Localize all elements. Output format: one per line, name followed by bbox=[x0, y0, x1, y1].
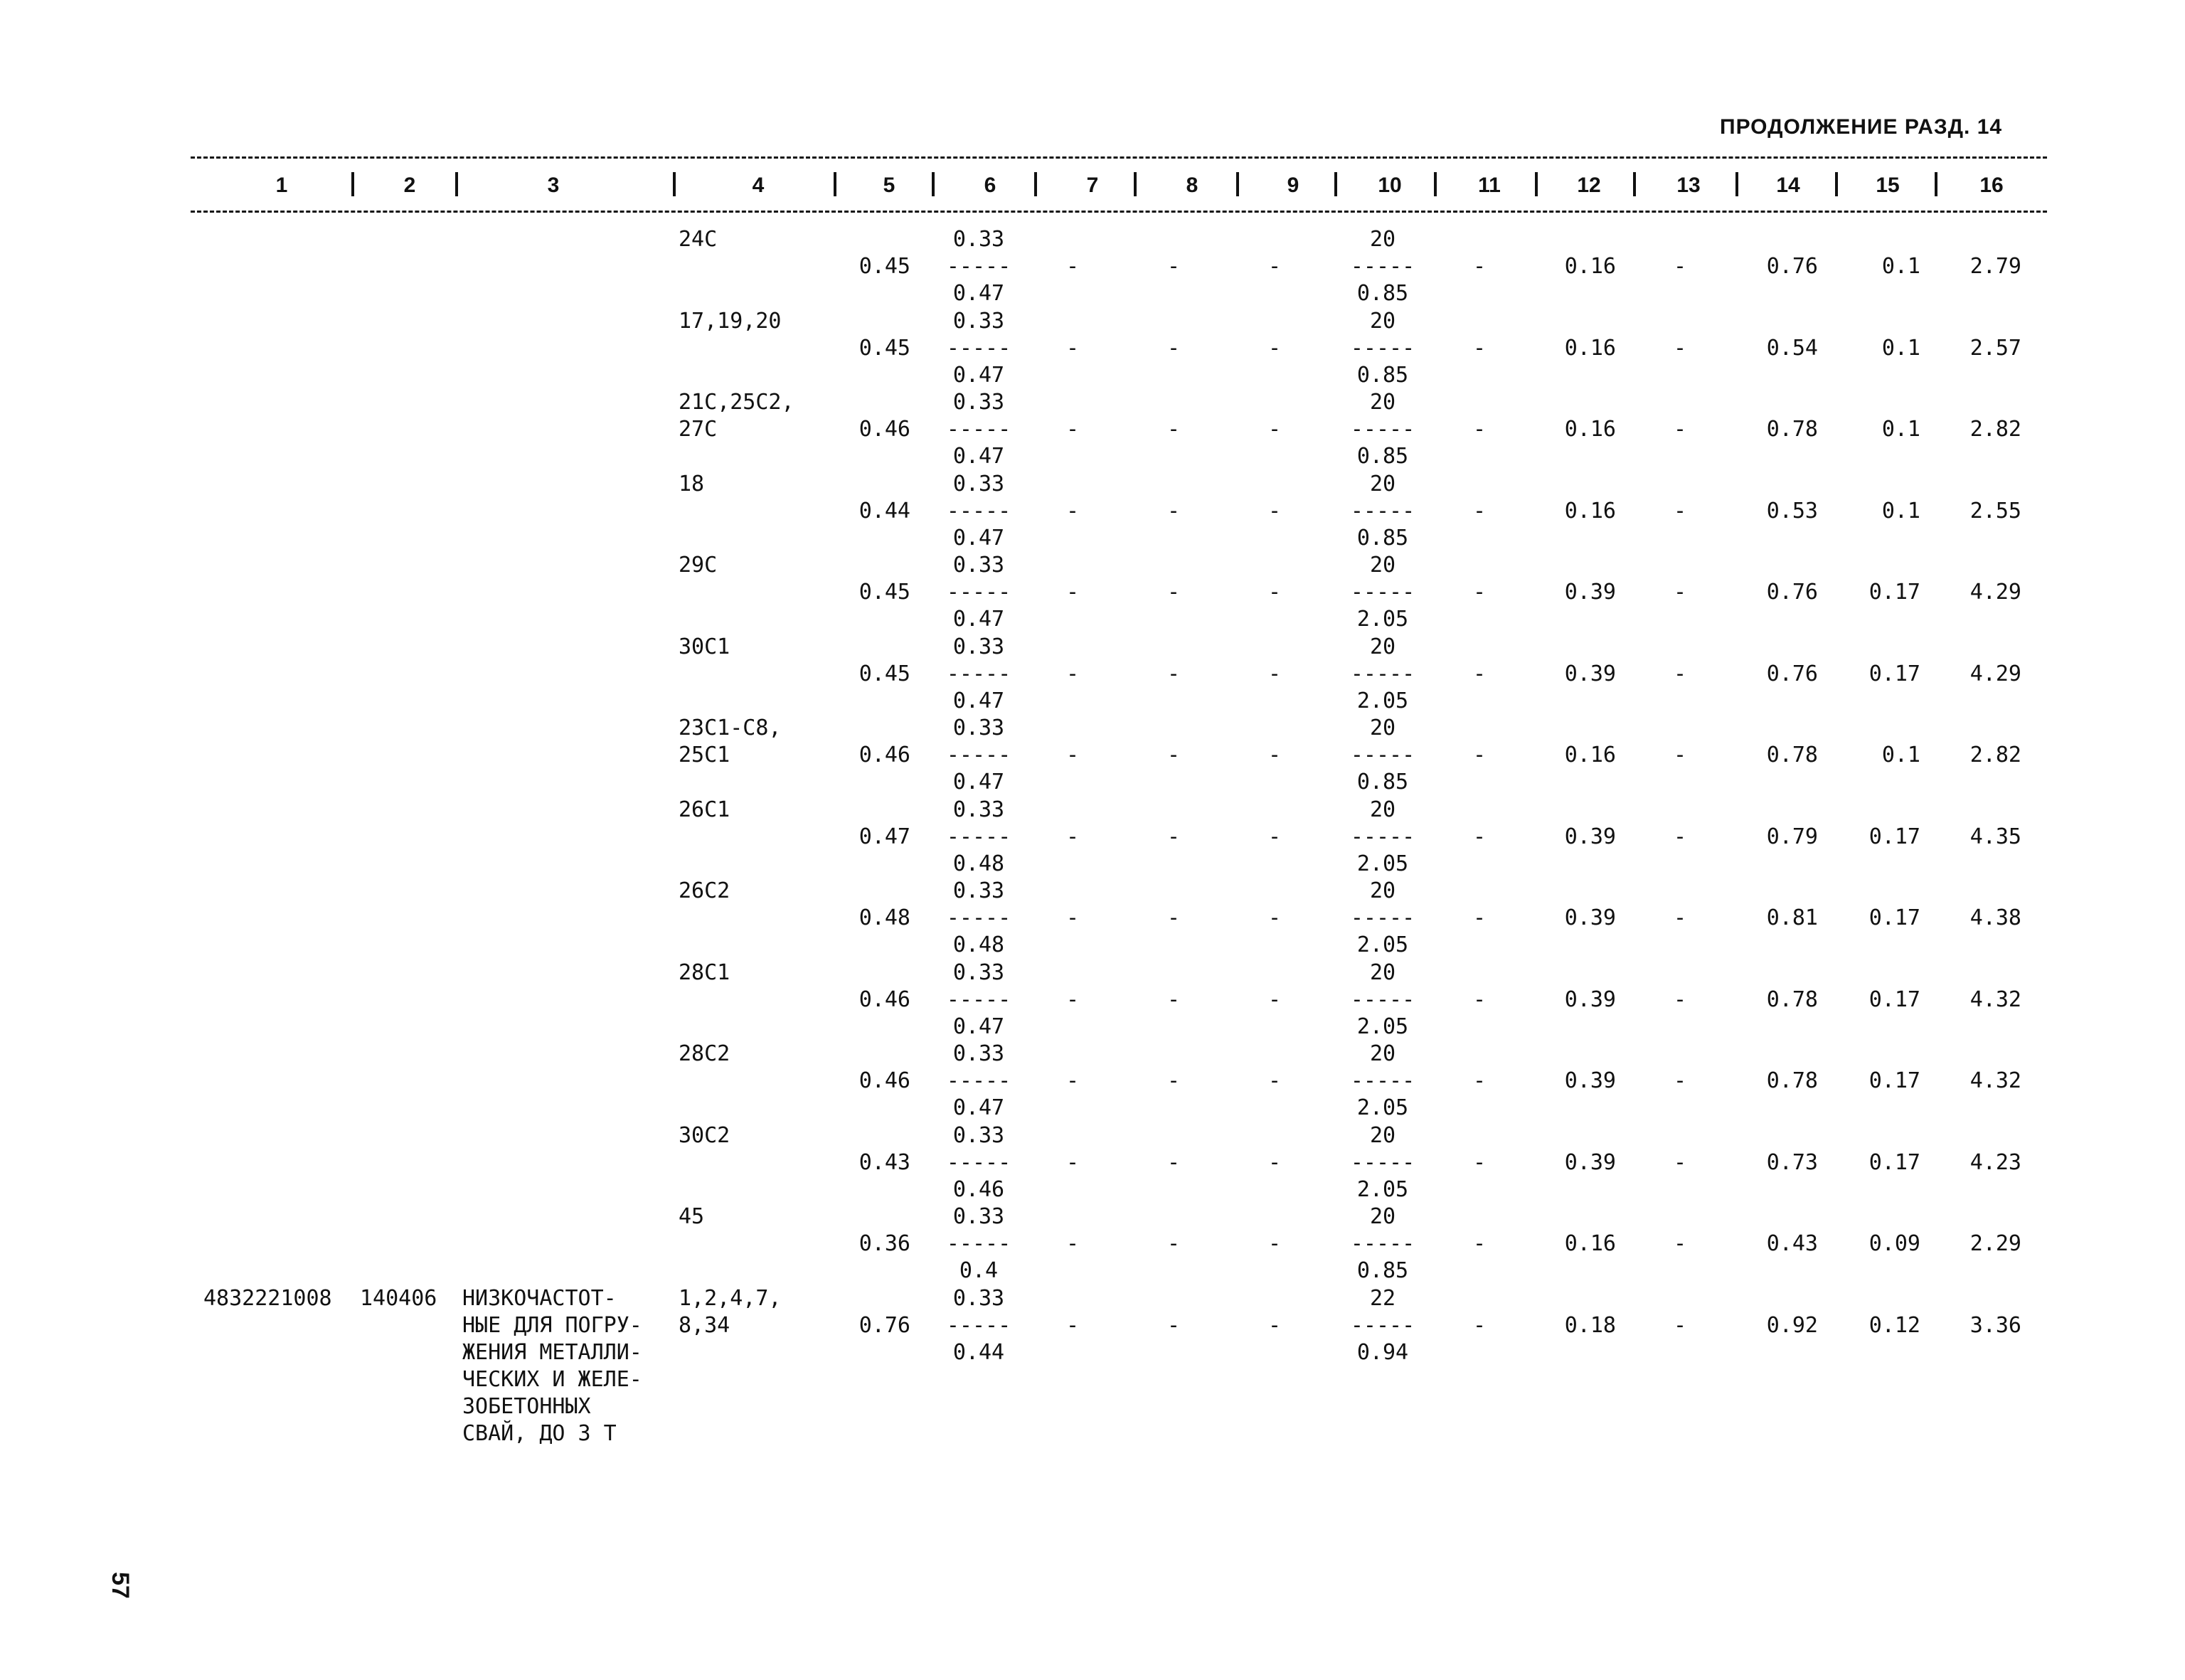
cell-col6: 0.47 bbox=[952, 688, 1005, 713]
cell-col10: ----- bbox=[1350, 335, 1415, 361]
cell-col10: 0.94 bbox=[1356, 1339, 1409, 1365]
cell-col15: 0.1 bbox=[1881, 335, 1920, 361]
cell-col8: - bbox=[1166, 1312, 1181, 1338]
cell-col14: 0.76 bbox=[1766, 254, 1818, 279]
cell-col7: - bbox=[1065, 335, 1080, 361]
cell-col7: - bbox=[1065, 905, 1080, 930]
cell-col4: 27С bbox=[679, 417, 718, 442]
cell-col6: ----- bbox=[946, 661, 1011, 686]
cell-col6: ----- bbox=[946, 335, 1011, 361]
cell-col10: 22 bbox=[1369, 1285, 1396, 1311]
cell-col10: 20 bbox=[1369, 716, 1396, 740]
cell-col10: 0.85 bbox=[1356, 444, 1409, 469]
cell-col10: 20 bbox=[1369, 959, 1396, 985]
cell-col16: 4.32 bbox=[1969, 1068, 2021, 1093]
cell-col5: 0.36 bbox=[858, 1231, 910, 1256]
column-header-5: 5 bbox=[883, 174, 895, 197]
cell-col12: 0.16 bbox=[1564, 743, 1616, 767]
column-header-8: 8 bbox=[1186, 174, 1198, 197]
cell-col12: 0.39 bbox=[1564, 661, 1616, 686]
cell-col13: - bbox=[1673, 580, 1687, 605]
page-number: 57 bbox=[107, 1572, 134, 1599]
cell-col10: ----- bbox=[1350, 824, 1415, 849]
cell-col13: - bbox=[1673, 417, 1687, 442]
cell-col8: - bbox=[1166, 335, 1181, 361]
cell-col7: - bbox=[1065, 987, 1080, 1012]
cell-col10: 0.85 bbox=[1356, 770, 1409, 794]
cell-col10: ----- bbox=[1350, 417, 1415, 442]
cell-col16: 2.82 bbox=[1969, 417, 2021, 442]
cell-col16: 2.57 bbox=[1969, 335, 2021, 361]
cell-col5: 0.46 bbox=[858, 417, 910, 442]
cell-col13: - bbox=[1673, 1312, 1687, 1338]
cell-col10: 2.05 bbox=[1356, 1014, 1409, 1039]
cell-col6: ----- bbox=[946, 743, 1011, 767]
cell-col9: - bbox=[1267, 498, 1282, 523]
cell-col6: ----- bbox=[946, 254, 1011, 279]
column-separator bbox=[1334, 172, 1337, 196]
cell-col1: 4832221008 bbox=[203, 1285, 332, 1311]
cell-col15: 0.17 bbox=[1868, 905, 1920, 930]
cell-col16: 2.79 bbox=[1969, 254, 2021, 279]
cell-col8: - bbox=[1166, 1068, 1181, 1093]
cell-col6: 0.44 bbox=[952, 1339, 1005, 1365]
cell-col15: 0.1 bbox=[1881, 498, 1920, 523]
cell-col6: ----- bbox=[946, 987, 1011, 1012]
cell-col10: 0.85 bbox=[1356, 362, 1409, 388]
column-separator bbox=[1633, 172, 1636, 196]
cell-col8: - bbox=[1166, 824, 1181, 849]
column-separator bbox=[1434, 172, 1437, 196]
cell-col5: 0.44 bbox=[858, 498, 910, 523]
cell-col11: - bbox=[1472, 824, 1487, 849]
page-header: ПРОДОЛЖЕНИЕ РАЗД. 14 bbox=[1720, 115, 2003, 139]
cell-col10: ----- bbox=[1350, 905, 1415, 930]
cell-col8: - bbox=[1166, 254, 1181, 279]
cell-col10: 0.85 bbox=[1356, 281, 1409, 306]
cell-col2: 140406 bbox=[360, 1285, 437, 1311]
cell-col9: - bbox=[1267, 580, 1282, 605]
cell-col10: 2.05 bbox=[1356, 1095, 1409, 1120]
cell-col6: 0.47 bbox=[952, 1095, 1005, 1120]
cell-col7: - bbox=[1065, 1231, 1080, 1256]
cell-col10: ----- bbox=[1350, 254, 1415, 279]
cell-col7: - bbox=[1065, 1312, 1080, 1338]
cell-col16: 4.29 bbox=[1969, 580, 2021, 605]
cell-col6: ----- bbox=[946, 824, 1011, 849]
cell-col14: 0.78 bbox=[1766, 1068, 1818, 1093]
cell-col10: 2.05 bbox=[1356, 1176, 1409, 1202]
cell-col13: - bbox=[1673, 1149, 1687, 1175]
cell-col14: 0.78 bbox=[1766, 743, 1818, 767]
cell-col9: - bbox=[1267, 335, 1282, 361]
cell-col16: 4.32 bbox=[1969, 987, 2021, 1012]
cell-col6: 0.47 bbox=[952, 607, 1005, 632]
cell-col13: - bbox=[1673, 987, 1687, 1012]
cell-col15: 0.17 bbox=[1868, 1149, 1920, 1175]
cell-col11: - bbox=[1472, 905, 1487, 930]
cell-col15: 0.09 bbox=[1868, 1231, 1920, 1256]
cell-col6: 0.33 bbox=[952, 471, 1005, 496]
cell-col5: 0.46 bbox=[858, 743, 910, 767]
cell-col12: 0.39 bbox=[1564, 1068, 1616, 1093]
cell-col6: ----- bbox=[946, 1068, 1011, 1093]
cell-col4: 29С bbox=[679, 553, 718, 578]
cell-col6: 0.47 bbox=[952, 281, 1005, 306]
cell-col6: 0.33 bbox=[952, 553, 1005, 578]
cell-col15: 0.17 bbox=[1868, 661, 1920, 686]
cell-col6: 0.33 bbox=[952, 634, 1005, 659]
cell-col15: 0.1 bbox=[1881, 743, 1920, 767]
cell-col10: ----- bbox=[1350, 1068, 1415, 1093]
column-header-1: 1 bbox=[275, 174, 288, 197]
cell-col6: 0.47 bbox=[952, 444, 1005, 469]
cell-col5: 0.45 bbox=[858, 580, 910, 605]
cell-col4: 30С1 bbox=[679, 634, 730, 659]
cell-col12: 0.39 bbox=[1564, 1149, 1616, 1175]
cell-col10: ----- bbox=[1350, 498, 1415, 523]
cell-col13: - bbox=[1673, 335, 1687, 361]
cell-col13: - bbox=[1673, 661, 1687, 686]
cell-col15: 0.1 bbox=[1881, 254, 1920, 279]
cell-col8: - bbox=[1166, 905, 1181, 930]
cell-col12: 0.16 bbox=[1564, 254, 1616, 279]
cell-col9: - bbox=[1267, 1149, 1282, 1175]
cell-col4: 28С2 bbox=[679, 1041, 730, 1066]
cell-col10: 20 bbox=[1369, 308, 1396, 334]
cell-col16: 2.82 bbox=[1969, 743, 2021, 767]
cell-col4: 26С1 bbox=[679, 797, 730, 822]
cell-col8: - bbox=[1166, 580, 1181, 605]
cell-col11: - bbox=[1472, 417, 1487, 442]
column-header-10: 10 bbox=[1378, 174, 1402, 197]
cell-col12: 0.39 bbox=[1564, 905, 1616, 930]
cell-col6: 0.4 bbox=[959, 1258, 999, 1283]
cell-col4: 1,2,4,7, bbox=[679, 1285, 782, 1311]
column-header-11: 11 bbox=[1478, 174, 1501, 197]
cell-col9: - bbox=[1267, 661, 1282, 686]
cell-col11: - bbox=[1472, 661, 1487, 686]
cell-col6: 0.47 bbox=[952, 770, 1005, 794]
cell-col15: 0.17 bbox=[1868, 824, 1920, 849]
cell-col4: 24С bbox=[679, 227, 718, 252]
cell-col11: - bbox=[1472, 1068, 1487, 1093]
cell-col13: - bbox=[1673, 254, 1687, 279]
column-separator bbox=[1835, 172, 1838, 196]
cell-col12: 0.16 bbox=[1564, 1231, 1616, 1256]
cell-col9: - bbox=[1267, 254, 1282, 279]
cell-col16: 2.29 bbox=[1969, 1231, 2021, 1256]
cell-col9: - bbox=[1267, 1231, 1282, 1256]
cell-col14: 0.43 bbox=[1766, 1231, 1818, 1256]
cell-col6: ----- bbox=[946, 1149, 1011, 1175]
column-header-7: 7 bbox=[1086, 174, 1099, 197]
cell-col14: 0.73 bbox=[1766, 1149, 1818, 1175]
cell-col5: 0.45 bbox=[858, 661, 910, 686]
column-header-13: 13 bbox=[1676, 174, 1701, 197]
column-header-15: 15 bbox=[1876, 174, 1900, 197]
cell-col10: ----- bbox=[1350, 743, 1415, 767]
column-separator bbox=[1535, 172, 1538, 196]
cell-col16: 4.29 bbox=[1969, 661, 2021, 686]
column-separator bbox=[351, 172, 354, 196]
cell-col4: 21С,25С2, bbox=[679, 390, 794, 415]
column-separator bbox=[1134, 172, 1137, 196]
cell-col11: - bbox=[1472, 498, 1487, 523]
column-header-6: 6 bbox=[984, 174, 996, 197]
cell-col15: 0.1 bbox=[1881, 417, 1920, 442]
cell-col4: 18 bbox=[679, 471, 705, 496]
column-separator bbox=[932, 172, 935, 196]
cell-col7: - bbox=[1065, 661, 1080, 686]
cell-col9: - bbox=[1267, 1068, 1282, 1093]
cell-col10: 20 bbox=[1369, 553, 1396, 578]
column-separator bbox=[1034, 172, 1037, 196]
cell-col4: 45 bbox=[679, 1204, 705, 1229]
cell-col13: - bbox=[1673, 1231, 1687, 1256]
cell-col10: 20 bbox=[1369, 227, 1396, 252]
cell-col4: 17,19,20 bbox=[679, 308, 782, 334]
cell-col4: 28С1 bbox=[679, 959, 730, 985]
cell-col6: 0.47 bbox=[952, 525, 1005, 551]
cell-col6: 0.33 bbox=[952, 959, 1005, 985]
cell-col9: - bbox=[1267, 743, 1282, 767]
cell-col11: - bbox=[1472, 254, 1487, 279]
column-separator bbox=[834, 172, 836, 196]
header-top-rule bbox=[191, 156, 2047, 159]
cell-col16: 4.38 bbox=[1969, 905, 2021, 930]
cell-col5: 0.43 bbox=[858, 1149, 910, 1175]
cell-col4: 23С1-С8, bbox=[679, 716, 782, 740]
cell-col10: 2.05 bbox=[1356, 688, 1409, 713]
cell-col10: ----- bbox=[1350, 1149, 1415, 1175]
header-bottom-rule bbox=[191, 211, 2047, 213]
cell-col10: 20 bbox=[1369, 1122, 1396, 1148]
cell-col6: ----- bbox=[946, 417, 1011, 442]
cell-col11: - bbox=[1472, 1231, 1487, 1256]
cell-col10: 0.85 bbox=[1356, 1258, 1409, 1283]
cell-col12: 0.39 bbox=[1564, 987, 1616, 1012]
cell-col4: 26С2 bbox=[679, 878, 730, 903]
cell-col3: ЖЕНИЯ МЕТАЛЛИ- bbox=[462, 1339, 642, 1365]
cell-col9: - bbox=[1267, 987, 1282, 1012]
cell-col8: - bbox=[1166, 1231, 1181, 1256]
cell-col3: НЫЕ ДЛЯ ПОГРУ- bbox=[462, 1312, 642, 1338]
cell-col6: 0.33 bbox=[952, 878, 1005, 903]
cell-col16: 4.35 bbox=[1969, 824, 2021, 849]
cell-col14: 0.78 bbox=[1766, 417, 1818, 442]
cell-col12: 0.16 bbox=[1564, 335, 1616, 361]
cell-col3: ЧЕСКИХ И ЖЕЛЕ- bbox=[462, 1366, 642, 1392]
cell-col3: ЗОБЕТОННЫХ bbox=[462, 1393, 591, 1419]
cell-col6: 0.33 bbox=[952, 1204, 1005, 1229]
cell-col10: ----- bbox=[1350, 1231, 1415, 1256]
cell-col8: - bbox=[1166, 1149, 1181, 1175]
column-header-2: 2 bbox=[403, 174, 416, 197]
cell-col14: 0.54 bbox=[1766, 335, 1818, 361]
cell-col4: 8,34 bbox=[679, 1312, 730, 1338]
cell-col14: 0.92 bbox=[1766, 1312, 1818, 1338]
cell-col11: - bbox=[1472, 1149, 1487, 1175]
cell-col6: ----- bbox=[946, 1312, 1011, 1338]
cell-col8: - bbox=[1166, 743, 1181, 767]
cell-col10: 0.85 bbox=[1356, 525, 1409, 551]
cell-col14: 0.81 bbox=[1766, 905, 1818, 930]
cell-col10: 20 bbox=[1369, 390, 1396, 415]
cell-col6: 0.33 bbox=[952, 716, 1005, 740]
cell-col15: 0.17 bbox=[1868, 1068, 1920, 1093]
cell-col16: 2.55 bbox=[1969, 498, 2021, 523]
cell-col15: 0.17 bbox=[1868, 987, 1920, 1012]
column-header-12: 12 bbox=[1577, 174, 1601, 197]
cell-col10: ----- bbox=[1350, 987, 1415, 1012]
cell-col7: - bbox=[1065, 743, 1080, 767]
cell-col16: 3.36 bbox=[1969, 1312, 2021, 1338]
cell-col12: 0.39 bbox=[1564, 824, 1616, 849]
cell-col14: 0.76 bbox=[1766, 661, 1818, 686]
column-header-16: 16 bbox=[1979, 174, 2004, 197]
cell-col12: 0.16 bbox=[1564, 498, 1616, 523]
cell-col10: 2.05 bbox=[1356, 851, 1409, 876]
cell-col12: 0.39 bbox=[1564, 580, 1616, 605]
cell-col10: ----- bbox=[1350, 661, 1415, 686]
cell-col13: - bbox=[1673, 498, 1687, 523]
cell-col7: - bbox=[1065, 580, 1080, 605]
cell-col7: - bbox=[1065, 824, 1080, 849]
cell-col11: - bbox=[1472, 987, 1487, 1012]
cell-col5: 0.46 bbox=[858, 1068, 910, 1093]
cell-col8: - bbox=[1166, 498, 1181, 523]
cell-col15: 0.12 bbox=[1868, 1312, 1920, 1338]
cell-col11: - bbox=[1472, 335, 1487, 361]
cell-col6: ----- bbox=[946, 1231, 1011, 1256]
cell-col5: 0.48 bbox=[858, 905, 910, 930]
cell-col10: 20 bbox=[1369, 1204, 1396, 1229]
cell-col7: - bbox=[1065, 1149, 1080, 1175]
cell-col11: - bbox=[1472, 580, 1487, 605]
cell-col14: 0.78 bbox=[1766, 987, 1818, 1012]
cell-col5: 0.45 bbox=[858, 335, 910, 361]
cell-col9: - bbox=[1267, 417, 1282, 442]
column-header-4: 4 bbox=[752, 174, 765, 197]
cell-col7: - bbox=[1065, 417, 1080, 442]
cell-col7: - bbox=[1065, 254, 1080, 279]
cell-col6: 0.33 bbox=[952, 1122, 1005, 1148]
cell-col5: 0.76 bbox=[858, 1312, 910, 1338]
cell-col12: 0.16 bbox=[1564, 417, 1616, 442]
cell-col9: - bbox=[1267, 905, 1282, 930]
cell-col6: 0.46 bbox=[952, 1176, 1005, 1202]
cell-col6: 0.33 bbox=[952, 308, 1005, 334]
column-separator bbox=[1935, 172, 1937, 196]
cell-col10: 20 bbox=[1369, 878, 1396, 903]
cell-col13: - bbox=[1673, 1068, 1687, 1093]
cell-col7: - bbox=[1065, 498, 1080, 523]
cell-col10: 2.05 bbox=[1356, 607, 1409, 632]
cell-col10: 20 bbox=[1369, 471, 1396, 496]
cell-col8: - bbox=[1166, 987, 1181, 1012]
cell-col10: 20 bbox=[1369, 634, 1396, 659]
cell-col15: 0.17 bbox=[1868, 580, 1920, 605]
cell-col6: ----- bbox=[946, 905, 1011, 930]
cell-col6: ----- bbox=[946, 498, 1011, 523]
cell-col3: НИЗКОЧАСТОТ- bbox=[462, 1285, 617, 1311]
cell-col14: 0.79 bbox=[1766, 824, 1818, 849]
column-separator bbox=[673, 172, 676, 196]
cell-col6: 0.33 bbox=[952, 1041, 1005, 1066]
cell-col8: - bbox=[1166, 417, 1181, 442]
cell-col6: 0.33 bbox=[952, 227, 1005, 252]
cell-col3: СВАЙ, ДО 3 Т bbox=[462, 1420, 617, 1446]
column-header-9: 9 bbox=[1287, 174, 1299, 197]
cell-col16: 4.23 bbox=[1969, 1149, 2021, 1175]
column-separator bbox=[1735, 172, 1738, 196]
cell-col10: 20 bbox=[1369, 1041, 1396, 1066]
cell-col10: ----- bbox=[1350, 580, 1415, 605]
cell-col10: 20 bbox=[1369, 797, 1396, 822]
cell-col14: 0.76 bbox=[1766, 580, 1818, 605]
column-header-14: 14 bbox=[1776, 174, 1800, 197]
cell-col10: 2.05 bbox=[1356, 932, 1409, 957]
cell-col13: - bbox=[1673, 743, 1687, 767]
cell-col6: 0.33 bbox=[952, 797, 1005, 822]
cell-col5: 0.47 bbox=[858, 824, 910, 849]
cell-col6: ----- bbox=[946, 580, 1011, 605]
cell-col6: 0.33 bbox=[952, 1285, 1005, 1311]
cell-col12: 0.18 bbox=[1564, 1312, 1616, 1338]
cell-col5: 0.45 bbox=[858, 254, 910, 279]
cell-col8: - bbox=[1166, 661, 1181, 686]
column-separator bbox=[1236, 172, 1239, 196]
cell-col13: - bbox=[1673, 824, 1687, 849]
cell-col7: - bbox=[1065, 1068, 1080, 1093]
cell-col4: 25С1 bbox=[679, 743, 730, 767]
cell-col4: 30С2 bbox=[679, 1122, 730, 1148]
column-separator bbox=[455, 172, 458, 196]
cell-col6: 0.48 bbox=[952, 851, 1005, 876]
cell-col6: 0.47 bbox=[952, 362, 1005, 388]
cell-col9: - bbox=[1267, 824, 1282, 849]
cell-col11: - bbox=[1472, 1312, 1487, 1338]
cell-col6: 0.48 bbox=[952, 932, 1005, 957]
cell-col11: - bbox=[1472, 743, 1487, 767]
cell-col5: 0.46 bbox=[858, 987, 910, 1012]
column-header-3: 3 bbox=[547, 174, 560, 197]
cell-col10: ----- bbox=[1350, 1312, 1415, 1338]
cell-col9: - bbox=[1267, 1312, 1282, 1338]
cell-col14: 0.53 bbox=[1766, 498, 1818, 523]
cell-col6: 0.33 bbox=[952, 390, 1005, 415]
cell-col6: 0.47 bbox=[952, 1014, 1005, 1039]
cell-col13: - bbox=[1673, 905, 1687, 930]
